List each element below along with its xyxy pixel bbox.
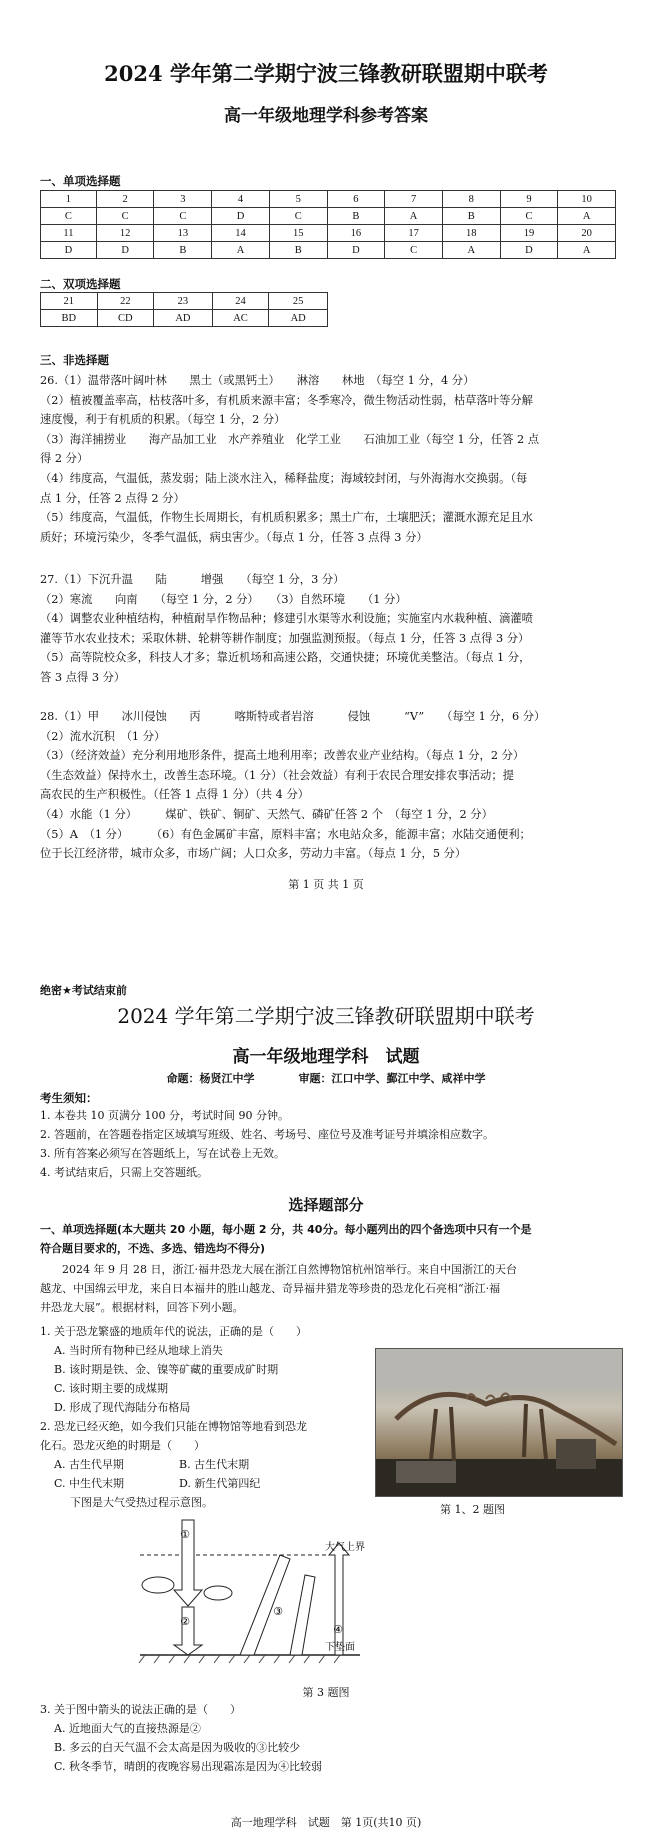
table-cell: C bbox=[385, 242, 443, 259]
table-cell: 19 bbox=[500, 225, 558, 242]
table-cell: C bbox=[154, 208, 212, 225]
table-cell: 23 bbox=[154, 293, 213, 310]
table-cell: A bbox=[558, 208, 616, 225]
table-cell: 5 bbox=[269, 191, 327, 208]
option: B. 古生代末期 bbox=[179, 1458, 250, 1471]
table-cell: 13 bbox=[154, 225, 212, 242]
option: C. 秋冬季节，晴朗的夜晚容易出现霜冻是因为④比较弱 bbox=[54, 1760, 323, 1773]
section-heading: 三、非选择题 bbox=[40, 353, 109, 367]
notice-heading: 考生须知： bbox=[40, 1091, 98, 1105]
table-row bbox=[41, 293, 328, 310]
double-choice-table bbox=[40, 292, 328, 327]
answer-q27 bbox=[40, 570, 616, 688]
table-cell: 2 bbox=[96, 191, 154, 208]
atmosphere-heating-diagram bbox=[130, 1515, 380, 1680]
table-cell: A bbox=[558, 242, 616, 259]
section-heading: 二、双项选择题 bbox=[40, 277, 121, 291]
table-row bbox=[41, 242, 616, 259]
question-text bbox=[40, 1417, 370, 1455]
table-cell: 14 bbox=[212, 225, 270, 242]
answer-line: 速度慢，利于有机质的积累。（每空 1 分，2 分） bbox=[40, 413, 286, 427]
diagram-intro: 下图是大气受热过程示意图。 bbox=[70, 1496, 213, 1509]
label-top: 大气上界 bbox=[325, 1542, 365, 1553]
table-cell: 4 bbox=[212, 191, 270, 208]
label-3: ③ bbox=[273, 1605, 283, 1618]
table-row bbox=[41, 225, 616, 242]
table-cell: AD bbox=[154, 310, 213, 327]
answer-line: 高农民的生产积极性。（任答 1 点得 1 分）（共 4 分） bbox=[40, 788, 310, 802]
table-cell: 6 bbox=[327, 191, 385, 208]
table-cell: 3 bbox=[154, 191, 212, 208]
single-choice-table bbox=[40, 190, 616, 259]
answer-line: 灌等节水农业技术；采取休耕、轮耕等耕作制度；加强监测预报。（每点 1 分，任答 3 点得 3 分） bbox=[40, 631, 530, 645]
photo-caption: 第 1、2 题图 bbox=[440, 1503, 505, 1516]
table-cell: A bbox=[442, 242, 500, 259]
table-cell: 7 bbox=[385, 191, 443, 208]
table-cell: C bbox=[96, 208, 154, 225]
table-cell: B bbox=[154, 242, 212, 259]
table-row bbox=[41, 310, 328, 327]
table-cell: 1 bbox=[41, 191, 97, 208]
option-list bbox=[40, 1455, 370, 1493]
option-list bbox=[40, 1719, 620, 1776]
table-cell: 21 bbox=[41, 293, 98, 310]
table-cell: 9 bbox=[500, 191, 558, 208]
table-cell: A bbox=[385, 208, 443, 225]
option: B. 该时期是铁、金、镍等矿藏的重要成矿时期 bbox=[54, 1363, 279, 1376]
notice-list bbox=[40, 1106, 620, 1182]
table-cell: B bbox=[442, 208, 500, 225]
option: D. 形成了现代海陆分布格局 bbox=[54, 1401, 191, 1414]
option: C. 中生代末期 bbox=[54, 1477, 125, 1490]
answer-line: （5）A （1 分） （6）有色金属矿丰富，原料丰富；水电站众多，能源丰富；水陆交通便利； bbox=[40, 827, 531, 841]
authors: 命题：杨贤江中学 审题：江口中学、鄞江中学、咸祥中学 bbox=[166, 1072, 486, 1085]
table-cell: 8 bbox=[442, 191, 500, 208]
table-cell: 18 bbox=[442, 225, 500, 242]
table-cell: 15 bbox=[269, 225, 327, 242]
question-3 bbox=[40, 1700, 620, 1776]
notice-item: 3. 所有答案必须写在答题纸上，写在试卷上无效。 bbox=[40, 1147, 285, 1160]
section-intro bbox=[40, 1220, 620, 1258]
table-cell: 11 bbox=[41, 225, 97, 242]
table-cell: C bbox=[269, 208, 327, 225]
question-1 bbox=[40, 1322, 370, 1417]
table-cell: 24 bbox=[212, 293, 269, 310]
table-cell: 10 bbox=[558, 191, 616, 208]
table-cell: D bbox=[327, 242, 385, 259]
dinosaur-skeleton-icon bbox=[376, 1349, 622, 1496]
answer-line: （2）植被覆盖率高，枯枝落叶多，有机质来源丰富；冬季寒冷，微生物活动性弱，枯草落叶等分解 bbox=[40, 393, 533, 407]
table-cell: BD bbox=[41, 310, 98, 327]
table-row bbox=[41, 191, 616, 208]
page-footer: 高一地理学科 试题 第 1页(共10 页) bbox=[230, 1816, 422, 1829]
table-cell: CD bbox=[97, 310, 154, 327]
table-cell: 25 bbox=[269, 293, 328, 310]
table-cell: 22 bbox=[97, 293, 154, 310]
answer-line: （3）海洋捕捞业 海产品加工业 水产养殖业 化学工业 石油加工业（每空 1 分，任答 2 点 bbox=[40, 432, 540, 446]
stem-line: 井恐龙大展”。根据材料，回答下列小题。 bbox=[40, 1301, 244, 1314]
option: A. 古生代早期 bbox=[54, 1458, 124, 1471]
page-subtitle: 高一年级地理学科 试题 bbox=[232, 1047, 420, 1067]
table-cell: 20 bbox=[558, 225, 616, 242]
dinosaur-photo bbox=[375, 1348, 623, 1497]
option: A. 近地面大气的直接热源是② bbox=[54, 1722, 201, 1735]
table-cell: C bbox=[500, 208, 558, 225]
question-text: 3. 关于图中箭头的说法正确的是（ ） bbox=[40, 1703, 241, 1716]
option: C. 该时期主要的成煤期 bbox=[54, 1382, 169, 1395]
notice-item: 4. 考试结束后，只需上交答题纸。 bbox=[40, 1166, 208, 1179]
secret-mark: 绝密★考试结束前 bbox=[40, 984, 127, 997]
intro-line: 符合题目要求的，不选、多选、错选均不得分) bbox=[40, 1242, 266, 1255]
answer-line: 答 3 点得 3 分） bbox=[40, 670, 126, 684]
question-stem bbox=[40, 1260, 620, 1317]
answer-line: （3）（经济效益）充分利用地形条件，提高土地利用率；改善农业产业结构。（每点 1 分，2 分） bbox=[40, 749, 525, 763]
answer-q28 bbox=[40, 707, 616, 864]
part-heading: 选择题部分 bbox=[288, 1196, 364, 1214]
answer-line: 点 1 分，任答 2 点得 2 分） bbox=[40, 491, 185, 505]
table-cell: AD bbox=[269, 310, 328, 327]
answer-line: 得 2 分） bbox=[40, 452, 89, 466]
table-cell: C bbox=[41, 208, 97, 225]
section-heading: 一、单项选择题 bbox=[40, 174, 121, 188]
option: B. 多云的白天气温不会太高是因为吸收的③比较少 bbox=[54, 1741, 301, 1754]
stem-line: 2024 年 9 月 28 日，浙江·福井恐龙大展在浙江自然博物馆杭州馆举行。来自中国浙江的天台 bbox=[40, 1263, 517, 1276]
table-cell: B bbox=[269, 242, 327, 259]
label-bottom: 下垫面 bbox=[325, 1642, 355, 1653]
option: A. 当时所有物种已经从地球上消失 bbox=[54, 1344, 223, 1357]
page-title: 2024 学年第二学期宁波三锋教研联盟期中联考 bbox=[117, 1004, 535, 1028]
answer-q26 bbox=[40, 371, 616, 547]
label-4: ④ bbox=[333, 1623, 343, 1636]
answer-line: 27.（1）下沉升温 陆 增强 （每空 1 分，3 分） bbox=[40, 573, 345, 586]
answer-line: 28.（1）甲 冰川侵蚀 丙 喀斯特或者岩溶 侵蚀 “V” （每空 1 分，6 分） bbox=[40, 710, 546, 723]
page-title: 2024 学年第二学期宁波三锋教研联盟期中联考 bbox=[104, 61, 548, 86]
table-cell: 12 bbox=[96, 225, 154, 242]
question-2 bbox=[40, 1417, 370, 1493]
table-cell: D bbox=[212, 208, 270, 225]
answer-line: （2）寒流 向南 （每空 1 分，2 分） （3）自然环境 （1 分） bbox=[40, 592, 407, 606]
table-cell: D bbox=[41, 242, 97, 259]
question-text: 1. 关于恐龙繁盛的地质年代的说法，正确的是（ ） bbox=[40, 1325, 307, 1338]
answer-line: 质好；环境污染少，冬季气温低，病虫害少。（每点 1 分，任答 3 点得 3 分） bbox=[40, 530, 428, 544]
answer-line: （生态效益）保持水土，改善生态环境。（1 分）（社会效益）有利于农民合理安排农事活动；提 bbox=[40, 768, 514, 782]
intro-line: 一、单项选择题(本大题共 20 小题，每小题 2 分，共 40分。每小题列出的四个备选项中只有一个是 bbox=[40, 1223, 532, 1236]
notice-item: 2. 答题前，在答题卷指定区域填写班级、姓名、考场号、座位号及准考证号并填涂相应数字。 bbox=[40, 1128, 494, 1141]
table-cell: 17 bbox=[385, 225, 443, 242]
table-cell: 16 bbox=[327, 225, 385, 242]
label-2: ② bbox=[180, 1615, 190, 1628]
table-row bbox=[41, 208, 616, 225]
answer-line: （4）调整农业种植结构，种植耐旱作物品种；修建引水渠等水利设施；实施室内水栽种植、滴灌喷 bbox=[40, 612, 533, 626]
question-line: 2. 恐龙已经灭绝，如今我们只能在博物馆等地看到恐龙 bbox=[40, 1420, 307, 1433]
diagram-caption: 第 3 题图 bbox=[302, 1686, 350, 1699]
stem-line: 越龙、中国绵云甲龙，来自日本福井的胜山越龙、奇异福井猎龙等珍贵的恐龙化石亮相“浙江·福 bbox=[40, 1282, 501, 1295]
label-1: ① bbox=[180, 1528, 190, 1541]
answer-line: （5）纬度高，气温低，作物生长周期长，有机质积累多；黑土广布，土壤肥沃；灌溉水源充足且水 bbox=[40, 511, 533, 525]
answer-line: （5）高等院校众多，科技人才多；靠近机场和高速公路，交通快捷；环境优美整洁。（每点 1 分， bbox=[40, 651, 531, 665]
page-subtitle: 高一年级地理学科参考答案 bbox=[224, 106, 428, 126]
question-line: 化石。恐龙灭绝的时期是（ ） bbox=[40, 1439, 205, 1452]
page-footer: 第 1 页 共 1 页 bbox=[288, 878, 364, 891]
answer-line: 26.（1）温带落叶阔叶林 黑土（或黑钙土） 淋溶 林地 （每空 1 分，4 分） bbox=[40, 374, 475, 387]
table-cell: AC bbox=[212, 310, 269, 327]
option: D. 新生代第四纪 bbox=[179, 1477, 261, 1490]
answer-line: （4）水能（1 分） 煤矿、铁矿、铜矿、天然气、磷矿任答 2 个 （每空 1 分，2 分） bbox=[40, 807, 493, 821]
answer-line: （4）纬度高，气温低，蒸发弱；陆上淡水注入，稀释盐度；海域较封闭，与外海海水交换弱。（每 bbox=[40, 471, 528, 485]
notice-item: 1. 本卷共 10 页满分 100 分，考试时间 90 分钟。 bbox=[40, 1109, 289, 1122]
table-cell: D bbox=[500, 242, 558, 259]
table-cell: B bbox=[327, 208, 385, 225]
answer-line: 位于长江经济带，城市众多，市场广阔；人口众多，劳动力丰富。（每点 1 分，5 分） bbox=[40, 847, 467, 861]
option-list bbox=[40, 1341, 370, 1417]
answer-line: （2）流水沉积 （1 分） bbox=[40, 729, 166, 743]
table-cell: A bbox=[212, 242, 270, 259]
table-cell: D bbox=[96, 242, 154, 259]
